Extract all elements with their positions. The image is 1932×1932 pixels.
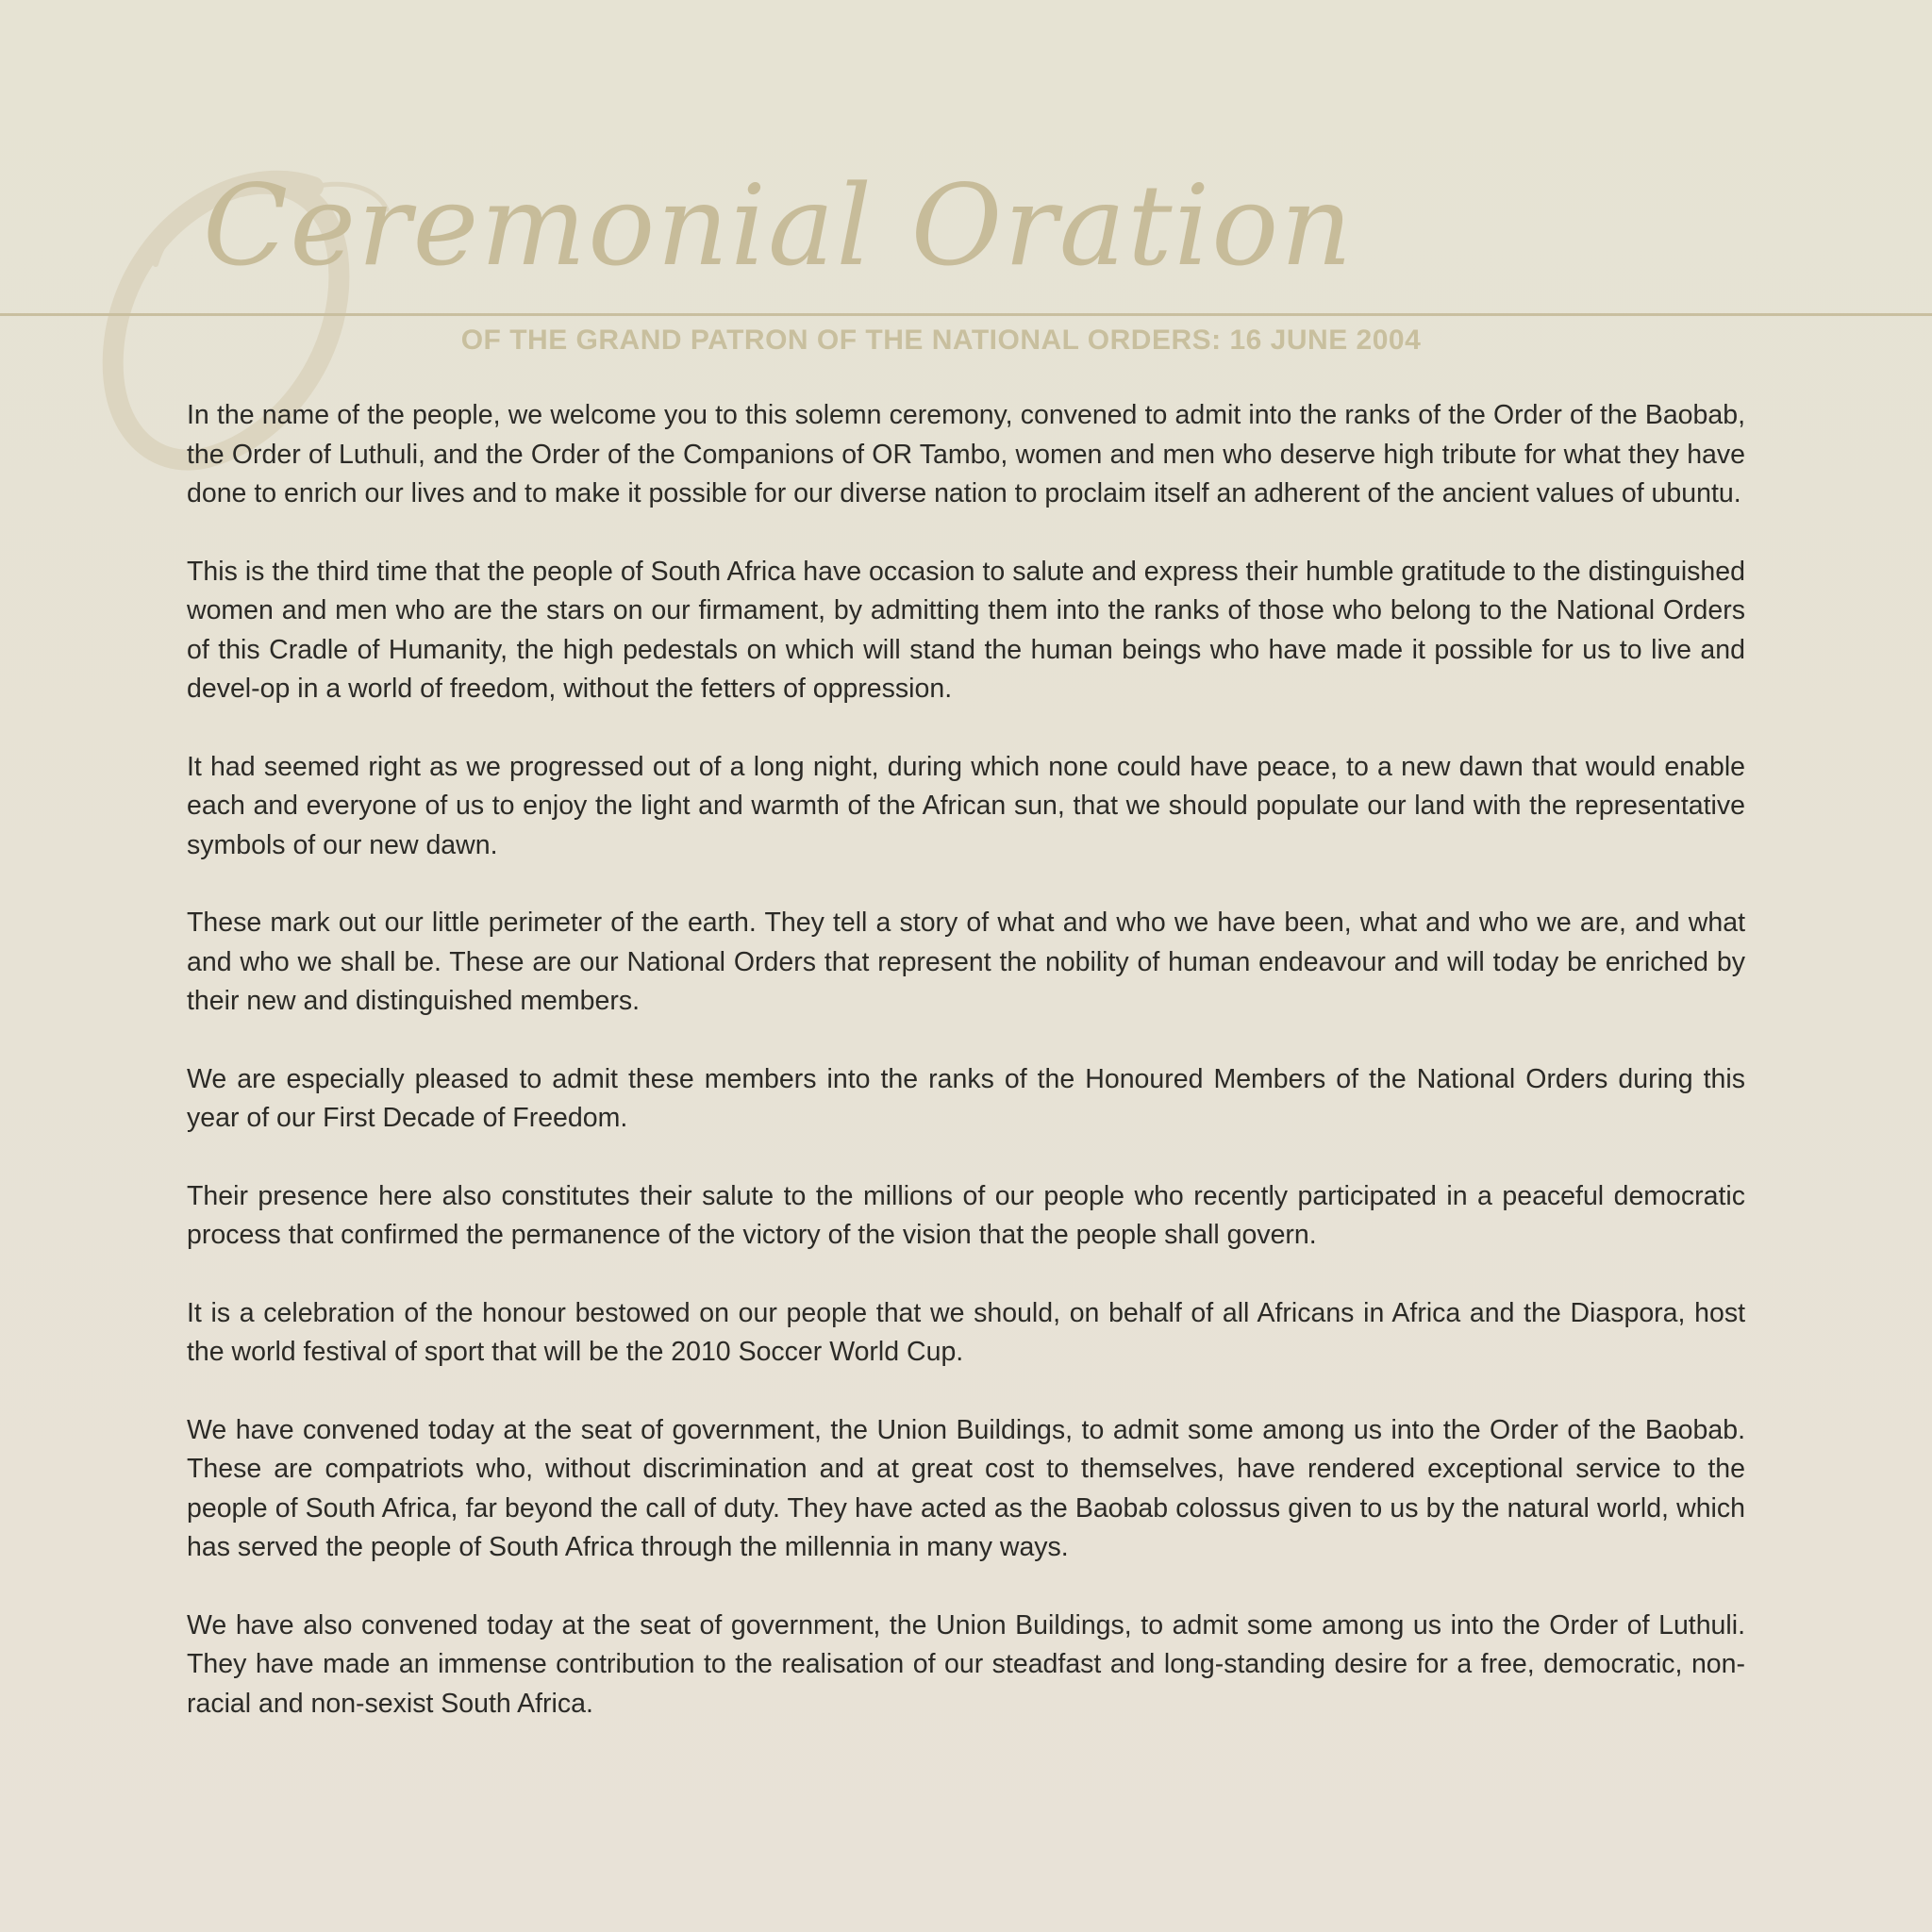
paragraph-3: It had seemed right as we progressed out of a long night, during which none could have peace, to a new dawn that would enable each and everyone of us to enjoy the light and warmth of the African sun, that we should populate our land with the representative symbols of our new dawn. (187, 751, 1745, 860)
title-block (0, 160, 1932, 321)
paragraph-1: In the name of the people, we welcome you to this solemn ceremony, convened to admit into the ranks of the Order of the Baobab, the Order of Luthuli, and the Order of the Companions of OR Tambo, women and men who deserve high tribute for what they have done to enrich our lives and to make it possible for our diverse nation to proclaim itself an adherent of the ancient values of ubuntu. (187, 400, 1745, 508)
title-divider (0, 313, 1932, 316)
oration-body (187, 396, 1745, 1762)
paragraph-8: We have convened today at the seat of government, the Union Buildings, to admit some among us into the Order of the Baobab. These are compatriots who, without discrimination and at great cost to themselves, have rendered exceptional service to the people of South Africa, far beyond the call of duty. They have acted as the Baobab colossus given to us by the natural world, which has served the people of South Africa through the millennia in many ways. (187, 1414, 1745, 1562)
paragraph-6: Their presence here also constitutes their salute to the millions of our people who recently participated in a peaceful democratic process that confirmed the permanence of the victory of the vision that the people shall govern. (187, 1180, 1745, 1250)
paragraph-2: This is the third time that the people of South Africa have occasion to salute and express their humble gratitude to the distinguished women and men who are the stars on our firmament, by admitting them into the ranks of those who belong to the National Orders of this Cradle of Humanity, the high pedestals on which will stand the human beings who have made it possible for us to live and devel-op in a world of freedom, without the fetters of oppression. (187, 556, 1745, 704)
page-subtitle: OF THE GRAND PATRON OF THE NATIONAL ORDERS: 16 JUNE 2004 (460, 325, 1422, 356)
page-title: Ceremonial Oration (203, 160, 1355, 291)
paragraph-4: These mark out our little perimeter of the earth. They tell a story of what and who we have been, what and who we are, and what and who we shall be. These are our National Orders that represent the nobility of human endeavour and will today be enriched by their new and distinguished members. (187, 908, 1745, 1016)
paragraph-9: We have also convened today at the seat of government, the Union Buildings, to admit some among us into the Order of Luthuli. They have made an immense contribution to the realisation of our steadfast and long-standing desire for a free, democratic, non-racial and non-sexist South Africa. (187, 1609, 1745, 1719)
paragraph-5: We are especially pleased to admit these members into the ranks of the Honoured Members of the National Orders during this year of our First Decade of Freedom. (187, 1063, 1745, 1133)
paragraph-7: It is a celebration of the honour bestowed on our people that we should, on behalf of all Africans in Africa and the Diaspora, host the world festival of sport that will be the 2010 Soccer World Cup. (187, 1297, 1745, 1367)
